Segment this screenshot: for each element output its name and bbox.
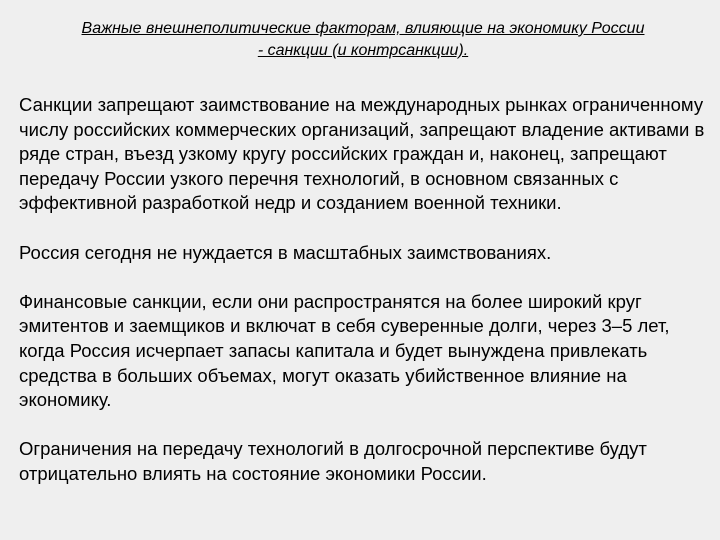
paragraph-sanctions: Санкции запрещают заимствование на международных рынках ограниченному числу российских коммерческих организаций, запрещают владение активами в ряде стран, въезд узкому кругу российских граждан и, наконец, запрещают передачу России узкого перечня технологий, в основном связанных с эффективной разработкой недр и созданием военной техники. xyxy=(19,94,705,214)
paragraph-technology-restrictions: Ограничения на передачу технологий в долгосрочной перспективе будут отрицательно влиять на состояние экономики России. xyxy=(19,438,647,484)
slide-title-line-1: Важные внешнеполитические факторам, влияющие на экономику России xyxy=(81,20,645,37)
paragraph-borrowing: Россия сегодня не нуждается в масштабных заимствованиях. xyxy=(19,241,552,263)
slide-body xyxy=(19,93,711,511)
slide-title-line-2: - санкции (и контрсанкции). xyxy=(257,42,469,59)
slide-title xyxy=(18,18,708,62)
paragraph-financial-sanctions: Финансовые санкции, если они распространятся на более широкий круг эмитентов и заемщиков и включат в себя суверенные долги, через 3–5 лет, когда Россия исчерпает запасы капитала и будет вынуждена привлекать средства в больших объемах, могут оказать убийственное влияние на экономику. xyxy=(19,290,670,411)
